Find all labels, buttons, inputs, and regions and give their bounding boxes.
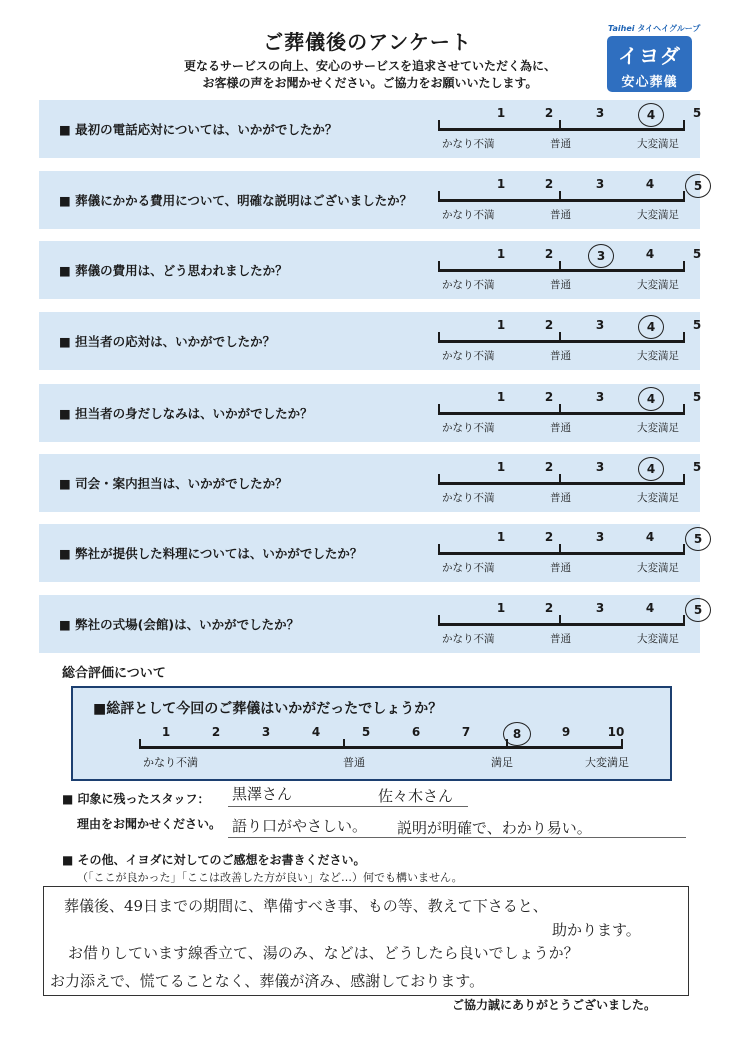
rating-label-low: かなり不満 (442, 209, 495, 221)
rating-scale-line (438, 128, 685, 131)
rating-option[interactable]: 1 (496, 390, 506, 404)
rating-option[interactable]: 1 (496, 247, 506, 261)
question-text: ■ 担当者の応対は、いかがでしたか？ (59, 334, 276, 349)
rating-option[interactable]: 3 (595, 106, 605, 120)
rating-label-high: 大変満足 (637, 492, 679, 504)
rating-option[interactable]: 2 (544, 177, 554, 191)
overall-scale-tick (621, 739, 623, 749)
rating-option[interactable]: 5 (692, 247, 702, 261)
overall-scale-tick (139, 739, 141, 749)
rating-label-mid: 普通 (550, 492, 571, 504)
company-tagline: 安心葬儀 (621, 75, 678, 90)
rating-scale-tick (438, 332, 440, 343)
comment-box (43, 886, 689, 996)
rating-option-selected[interactable]: 4 (638, 103, 664, 127)
page-subtitle (140, 58, 600, 92)
rating-label-high: 大変満足 (637, 562, 679, 574)
overall-option[interactable]: 3 (261, 725, 271, 739)
group-text: タイヘイグループ (637, 24, 701, 33)
rating-scale-numbers (439, 460, 702, 480)
question-row (39, 454, 700, 512)
rating-option[interactable]: 1 (496, 601, 506, 615)
reason-text-2: 説明が明確で、わかり易い。 (397, 819, 592, 837)
rating-option[interactable]: 2 (544, 247, 554, 261)
rating-scale-numbers (439, 247, 702, 267)
rating-option-selected[interactable]: 4 (638, 315, 664, 339)
rating-option-selected[interactable]: 4 (638, 457, 664, 481)
rating-label-high: 大変満足 (637, 209, 679, 221)
overall-option[interactable]: 2 (211, 725, 221, 739)
rating-scale-line (438, 623, 685, 626)
rating-option[interactable]: 5 (692, 460, 702, 474)
rating-option-selected[interactable]: 3 (588, 244, 614, 268)
question-text: ■ 担当者の身だしなみは、いかがでしたか？ (59, 406, 313, 421)
rating-option-selected[interactable]: 5 (685, 174, 711, 198)
closing-thanks: ご協力誠にありがとうございました。 (452, 998, 657, 1012)
rating-label-low: かなり不満 (442, 138, 495, 150)
comment-line-3: お力添えで、慌てることなく、葬儀が済み、感謝しております。 (50, 972, 485, 990)
rating-option[interactable]: 3 (595, 318, 605, 332)
rating-scale-tick (559, 191, 561, 202)
rating-label-high: 大変満足 (637, 279, 679, 291)
overall-option[interactable]: 10 (607, 725, 625, 739)
staff-name-1: 黒澤さん (232, 785, 293, 803)
staff-name-2: 佐々木さん (378, 787, 454, 805)
rating-label-low: かなり不満 (442, 633, 495, 645)
rating-scale-tick (438, 615, 440, 626)
rating-scale-tick (683, 261, 685, 272)
question-row (39, 524, 703, 582)
question-text: ■ 最初の電話応対については、いかがでしたか？ (59, 122, 338, 137)
rating-scale-tick (438, 474, 440, 485)
comment-line-2: お借りしています線香立て、湯のみ、などは、どうしたら良いでしょうか？ (68, 944, 579, 962)
rating-scale-tick (559, 615, 561, 626)
overall-option[interactable]: 9 (561, 725, 571, 739)
rating-option[interactable]: 3 (595, 530, 605, 544)
page-title: ご葬儀後のアンケート (263, 30, 472, 54)
rating-scale-line (438, 482, 685, 485)
rating-option[interactable]: 1 (496, 177, 506, 191)
overall-label-mid: 普通 (343, 756, 365, 769)
overall-option[interactable]: 1 (161, 725, 171, 739)
group-brand: Taihei (608, 24, 635, 33)
rating-scale-tick (438, 544, 440, 555)
rating-option[interactable]: 4 (645, 601, 655, 615)
rating-scale-tick (438, 404, 440, 415)
rating-option[interactable]: 5 (692, 318, 702, 332)
rating-option[interactable]: 3 (595, 601, 605, 615)
overall-option[interactable]: 6 (411, 725, 421, 739)
question-text: ■ 葬儀にかかる費用について、明確な説明はございましたか？ (59, 193, 413, 208)
rating-option[interactable]: 2 (544, 318, 554, 332)
question-text: ■ 弊社が提供した料理については、いかがでしたか？ (59, 546, 363, 561)
overall-option[interactable]: 7 (461, 725, 471, 739)
rating-label-low: かなり不満 (442, 562, 495, 574)
staff-label: ■ 印象に残ったスタッフ： (62, 792, 210, 806)
rating-option[interactable]: 1 (496, 460, 506, 474)
rating-scale-numbers (439, 390, 702, 410)
question-text: ■ 葬儀の費用は、どう思われましたか？ (59, 263, 288, 278)
rating-scale-line (438, 340, 685, 343)
rating-scale-numbers (439, 177, 703, 197)
group-logo (608, 23, 700, 34)
rating-scale-tick (559, 120, 561, 131)
subtitle-line-1: 更なるサービスの向上、安心のサービスを追求させていただく為に、 (183, 59, 556, 73)
rating-scale-line (438, 412, 685, 415)
rating-label-low: かなり不満 (442, 422, 495, 434)
rating-scale-tick (559, 332, 561, 343)
rating-scale-numbers (439, 530, 703, 550)
rating-option[interactable]: 1 (496, 530, 506, 544)
overall-option-selected[interactable]: 8 (503, 722, 531, 746)
rating-label-mid: 普通 (550, 138, 571, 150)
rating-label-mid: 普通 (550, 633, 571, 645)
rating-option[interactable]: 2 (544, 601, 554, 615)
rating-option[interactable]: 2 (544, 390, 554, 404)
rating-scale-tick (559, 544, 561, 555)
rating-scale-tick (683, 544, 685, 555)
rating-scale-tick (559, 404, 561, 415)
subtitle-line-2: お客様の声をお聞かせください。ご協力をお願いいたします。 (202, 76, 538, 90)
rating-scale-numbers (439, 106, 702, 126)
reason-label: 理由をお聞かせください。 (77, 817, 222, 831)
overall-scale-line (139, 746, 623, 749)
reason-underline (228, 837, 686, 838)
rating-label-mid: 普通 (550, 350, 571, 362)
rating-option-selected[interactable]: 5 (685, 598, 711, 622)
question-row (39, 312, 700, 370)
rating-option[interactable]: 2 (544, 460, 554, 474)
question-row (39, 171, 703, 229)
rating-label-low: かなり不満 (442, 492, 495, 504)
rating-scale-line (438, 199, 685, 202)
question-row (39, 241, 700, 299)
rating-option[interactable]: 4 (645, 177, 655, 191)
overall-option[interactable]: 5 (361, 725, 371, 739)
question-row (39, 384, 700, 442)
question-row (39, 595, 703, 653)
rating-label-low: かなり不満 (442, 350, 495, 362)
overall-scale-tick (343, 739, 345, 749)
overall-box (71, 686, 672, 781)
overall-option[interactable]: 4 (311, 725, 321, 739)
rating-option[interactable]: 3 (595, 460, 605, 474)
rating-option[interactable]: 2 (544, 530, 554, 544)
company-logo (607, 36, 692, 92)
rating-option[interactable]: 4 (645, 530, 655, 544)
overall-label-satisfied: 満足 (491, 756, 513, 769)
rating-option[interactable]: 2 (544, 106, 554, 120)
company-name: イヨダ (618, 44, 681, 68)
rating-option-selected[interactable]: 4 (638, 387, 664, 411)
rating-scale-tick (559, 474, 561, 485)
comment-line-1: 葬儀後、49日までの期間に、準備すべき事、もの等、教えて下さると、 (64, 897, 548, 915)
rating-label-high: 大変満足 (637, 350, 679, 362)
question-text: ■ 弊社の式場(会館)は、いかがでしたか？ (59, 617, 300, 632)
rating-scale-line (438, 552, 685, 555)
rating-label-high: 大変満足 (637, 422, 679, 434)
rating-option-selected[interactable]: 5 (685, 527, 711, 551)
rating-label-mid: 普通 (550, 209, 571, 221)
rating-label-low: かなり不満 (442, 279, 495, 291)
rating-label-mid: 普通 (550, 422, 571, 434)
overall-question: ■総評として今回のご葬儀はいかがだったでしょうか？ (93, 701, 443, 717)
rating-label-high: 大変満足 (637, 138, 679, 150)
rating-scale-tick (683, 404, 685, 415)
rating-label-mid: 普通 (550, 279, 571, 291)
rating-scale-numbers (439, 601, 703, 621)
rating-option[interactable]: 3 (595, 177, 605, 191)
rating-scale-tick (683, 615, 685, 626)
question-row (39, 100, 700, 158)
rating-option[interactable]: 1 (496, 106, 506, 120)
rating-scale-tick (559, 261, 561, 272)
rating-label-high: 大変満足 (637, 633, 679, 645)
rating-option[interactable]: 5 (692, 390, 702, 404)
staff-underline (228, 806, 468, 807)
rating-scale-tick (438, 191, 440, 202)
rating-scale-tick (438, 261, 440, 272)
rating-scale-tick (438, 120, 440, 131)
rating-label-mid: 普通 (550, 562, 571, 574)
rating-scale-tick (683, 120, 685, 131)
overall-scale-numbers (133, 725, 633, 745)
overall-heading: 総合評価について (62, 666, 166, 681)
overall-label-high: 大変満足 (585, 756, 629, 769)
comment-hint: （「ここが良かった」「ここは改善した方が良い」など…）何でも構いません。 (77, 871, 463, 884)
comment-label: ■ その他、イヨダに対してのご感想をお書きください。 (62, 853, 366, 867)
rating-option[interactable]: 3 (595, 390, 605, 404)
question-text: ■ 司会・案内担当は、いかがでしたか？ (59, 476, 288, 491)
overall-label-low: かなり不満 (143, 756, 198, 769)
rating-option[interactable]: 4 (645, 247, 655, 261)
rating-option[interactable]: 5 (692, 106, 702, 120)
rating-scale-tick (683, 332, 685, 343)
overall-scale-tick (506, 739, 508, 749)
rating-scale-numbers (439, 318, 702, 338)
rating-scale-tick (683, 191, 685, 202)
reason-text-1: 語り口がやさしい。 (232, 817, 368, 835)
rating-option[interactable]: 1 (496, 318, 506, 332)
comment-line-1b: 助かります。 (552, 921, 641, 939)
rating-scale-tick (683, 474, 685, 485)
rating-scale-line (438, 269, 685, 272)
